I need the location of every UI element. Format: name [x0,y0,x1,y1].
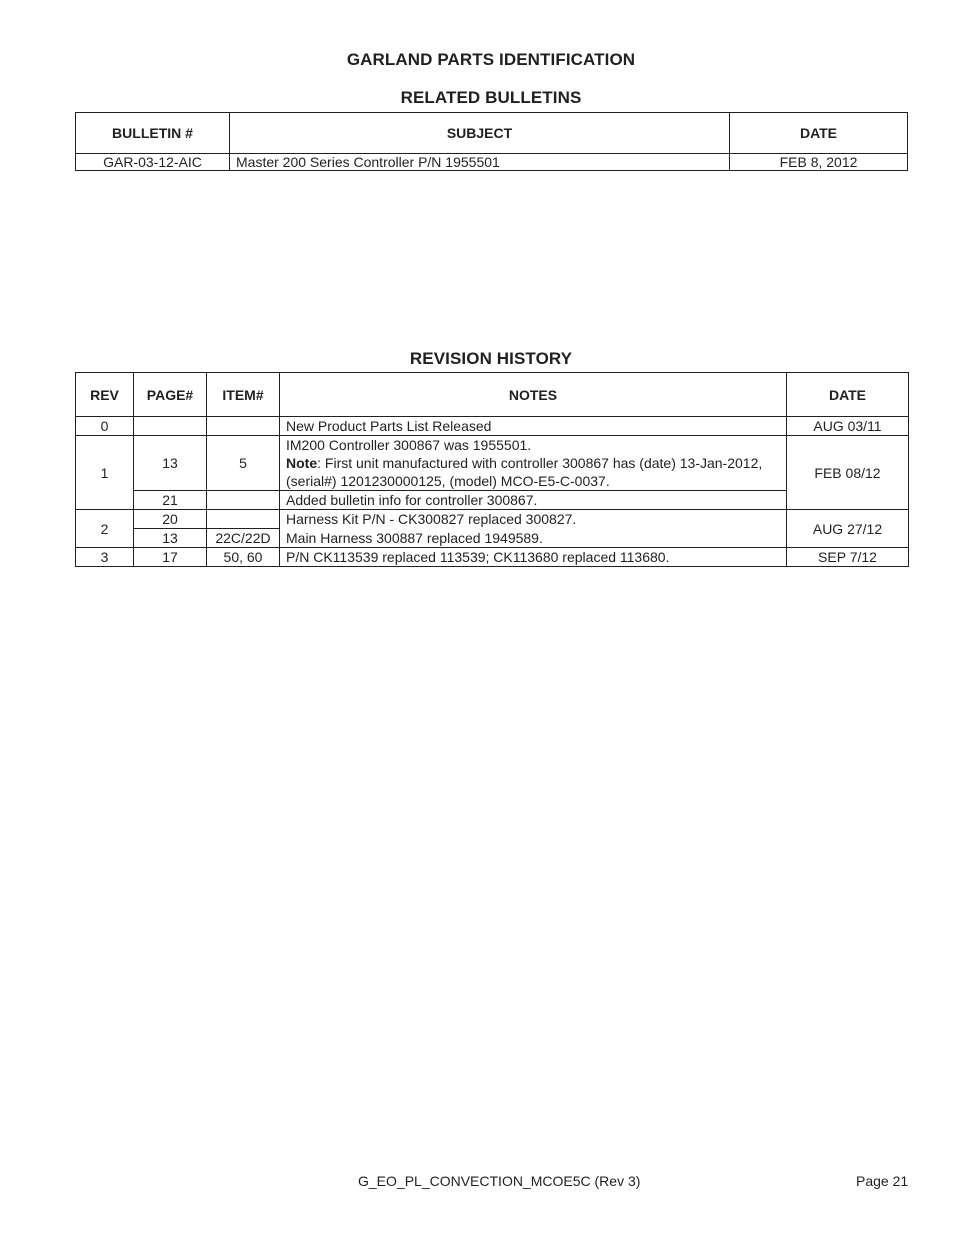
note-label: Note [286,455,318,471]
table-header-row [76,113,908,154]
revision-date: AUG 27/12 [787,510,909,548]
bulletin-subject: Master 200 Series Controller P/N 1955501 [230,154,730,171]
column-header-date: DATE [730,113,908,154]
revision-notes: Added bulletin info for controller 300867. [280,491,787,510]
table-row [76,436,909,491]
notes-line: IM200 Controller 300867 was 1955501. [286,437,532,453]
column-header-subject: SUBJECT [230,113,730,154]
table-row [76,510,909,529]
page-number: 21 [134,491,207,510]
column-header-item: ITEM# [207,373,280,417]
item-number [207,510,280,529]
table-row [76,548,909,567]
rev-number: 0 [76,417,134,436]
column-header-page: PAGE# [134,373,207,417]
revision-notes: New Product Parts List Released [280,417,787,436]
revision-history-heading: REVISION HISTORY [409,349,573,368]
bulletin-date: FEB 8, 2012 [730,154,908,171]
page-number: 13 [134,436,207,491]
footer-page-number: Page 21 [856,1173,909,1189]
note-text: : First unit manufactured with controller 300867 has (date) 13-Jan-2012, (serial#) 1201230000125, (model) MCO-E5-C-0037. [286,455,763,489]
revision-notes: Harness Kit P/N - CK300827 replaced 300827. [280,510,787,529]
rev-number: 1 [76,436,134,510]
table-header-row [76,373,909,417]
footer-document-id: G_EO_PL_CONVECTION_MCOE5C (Rev 3) [358,1173,641,1189]
item-number: 22C/22D [207,529,280,548]
column-header-bulletin: BULLETIN # [76,113,230,154]
table-row [76,491,909,510]
bulletin-number: GAR-03-12-AIC [76,154,230,171]
page-number: 20 [134,510,207,529]
item-number: 5 [207,436,280,491]
revision-history-table [75,372,909,567]
page-title: GARLAND PARTS IDENTIFICATION [346,50,636,69]
item-number: 50, 60 [207,548,280,567]
revision-notes [280,436,787,491]
related-bulletins-heading: RELATED BULLETINS [400,88,582,107]
revision-notes: P/N CK113539 replaced 113539; CK113680 replaced 113680. [280,548,787,567]
table-row [76,417,909,436]
column-header-date: DATE [787,373,909,417]
column-header-rev: REV [76,373,134,417]
table-row [76,529,909,548]
page-number: 17 [134,548,207,567]
item-number [207,491,280,510]
revision-date: FEB 08/12 [787,436,909,510]
column-header-notes: NOTES [280,373,787,417]
page-number [134,417,207,436]
rev-number: 3 [76,548,134,567]
page-number: 13 [134,529,207,548]
table-row [76,154,908,171]
revision-date: AUG 03/11 [787,417,909,436]
revision-date: SEP 7/12 [787,548,909,567]
rev-number: 2 [76,510,134,548]
revision-notes: Main Harness 300887 replaced 1949589. [280,529,787,548]
item-number [207,417,280,436]
related-bulletins-table [75,112,908,171]
